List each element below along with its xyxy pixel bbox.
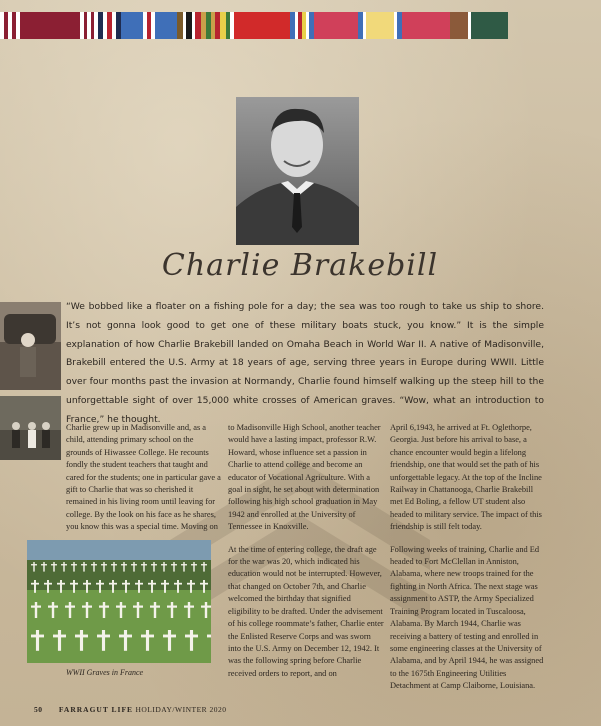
paragraph: At the time of entering college, the draft age for the war was 20, which indicated his education would not be interrupted. However, that changed on October 7th, and Charlie welcomed the birthday that signified eligibility to be drafted. Under the advisement of his college roommate’s father, Charlie enter the Enlisted Reserve Corps and was sworn into the U.S. Army on December 12, 1942. It was the following spring before Charlie received orders to report, and on xyxy=(228,544,384,678)
graves-photo xyxy=(27,540,211,663)
article-column-3 xyxy=(390,422,546,703)
ribbon-stripe xyxy=(471,12,508,39)
paragraph: Following weeks of training, Charlie and Ed headed to Fort McClellan in Anniston, Alabama, where new troops trained for the fighting in North Africa. The next stage was assignment to ASTP, the Army Specialized Training Program located in Tuscaloosa, Alabama. By March 1944, Charlie was receiving a battery of testing and enrolled in some engineering classes at the University of Alabama, and by April 1944, he was assigned to the 1675th Engineering Utilities Detachment at Camp Claiborne, Louisiana. xyxy=(390,544,544,691)
group-photo xyxy=(0,396,61,460)
page-footer xyxy=(34,705,227,714)
paragraph: April 6,1943, he arrived at Ft. Oglethorpe, Georgia. Just before his arrival to base, a chance encounter would begin a lifelong friendship, one that would set the path of his unforgettable legacy. At the top of the Incline Railway in Chattanooga, Charlie Brakebill met Ed Boling, a fellow UT student also headed to military service. The impact of this friendship is still felt today. xyxy=(390,423,542,532)
page-number: 50 xyxy=(34,705,43,714)
paragraph: Charlie grew up in Madisonville and, as a child, attending primary school on the grounds of Hiwassee College. He recounts fondly the student teachers that taught and cared for the students; one in particular gave a gift to Charlie that was so cherished it remained in his living room until leaving for college. By the look on his face as he shares, you know this was a special time. Moving on xyxy=(66,423,221,532)
portrait-photo xyxy=(236,97,359,245)
ribbon-stripe xyxy=(121,12,143,39)
ribbon-stripe xyxy=(450,12,468,39)
intro-paragraph: “We bobbed like a floater on a fishing pole for a day; the sea was too rough to take us ship to shore. It’s not gonna look good to get one of these military boats stuck, you know.” It is the simple explanation of how Charlie Brakebill landed on Omaha Beach in World War II. A native of Madisonville, Brakebill entered the U.S. Army at 18 years of age, serving three years in Europe during WWII. Little over four months past the invasion at Normandy, Charlie found himself walking up the steep hill to the unforgettable sight of over 15,000 white crosses of American graves. “Wow, what an introduction to France,” he thought. xyxy=(66,301,544,425)
name-signature: Charlie Brakebill xyxy=(161,248,439,283)
paragraph: to Madisonville High School, another teacher would have a lasting impact, professor R.W. Howard, whose influence set a passion in Charlie to attend college and become an educator of Vocational Agriculture. With a goal in sight, he set about with determination following his high school graduation in May 1942 and enrolled at the University of Tennessee in Knoxville. xyxy=(228,423,381,532)
soldier-with-car-photo xyxy=(0,302,61,390)
ribbon-stripe xyxy=(366,12,394,39)
service-ribbon-bar xyxy=(0,12,601,39)
ribbon-stripe xyxy=(155,12,177,39)
article-column-1 xyxy=(66,422,222,544)
photo-caption: WWII Graves in France xyxy=(66,668,144,677)
article-column-2 xyxy=(228,422,384,690)
magazine-title: FARRAGUT LIFE xyxy=(58,705,134,714)
issue-label: HOLIDAY/WINTER 2020 xyxy=(135,705,227,714)
ribbon-stripe xyxy=(20,12,80,39)
ribbon-stripe xyxy=(402,12,450,39)
ribbon-stripe xyxy=(234,12,290,39)
ribbon-stripe xyxy=(314,12,358,39)
